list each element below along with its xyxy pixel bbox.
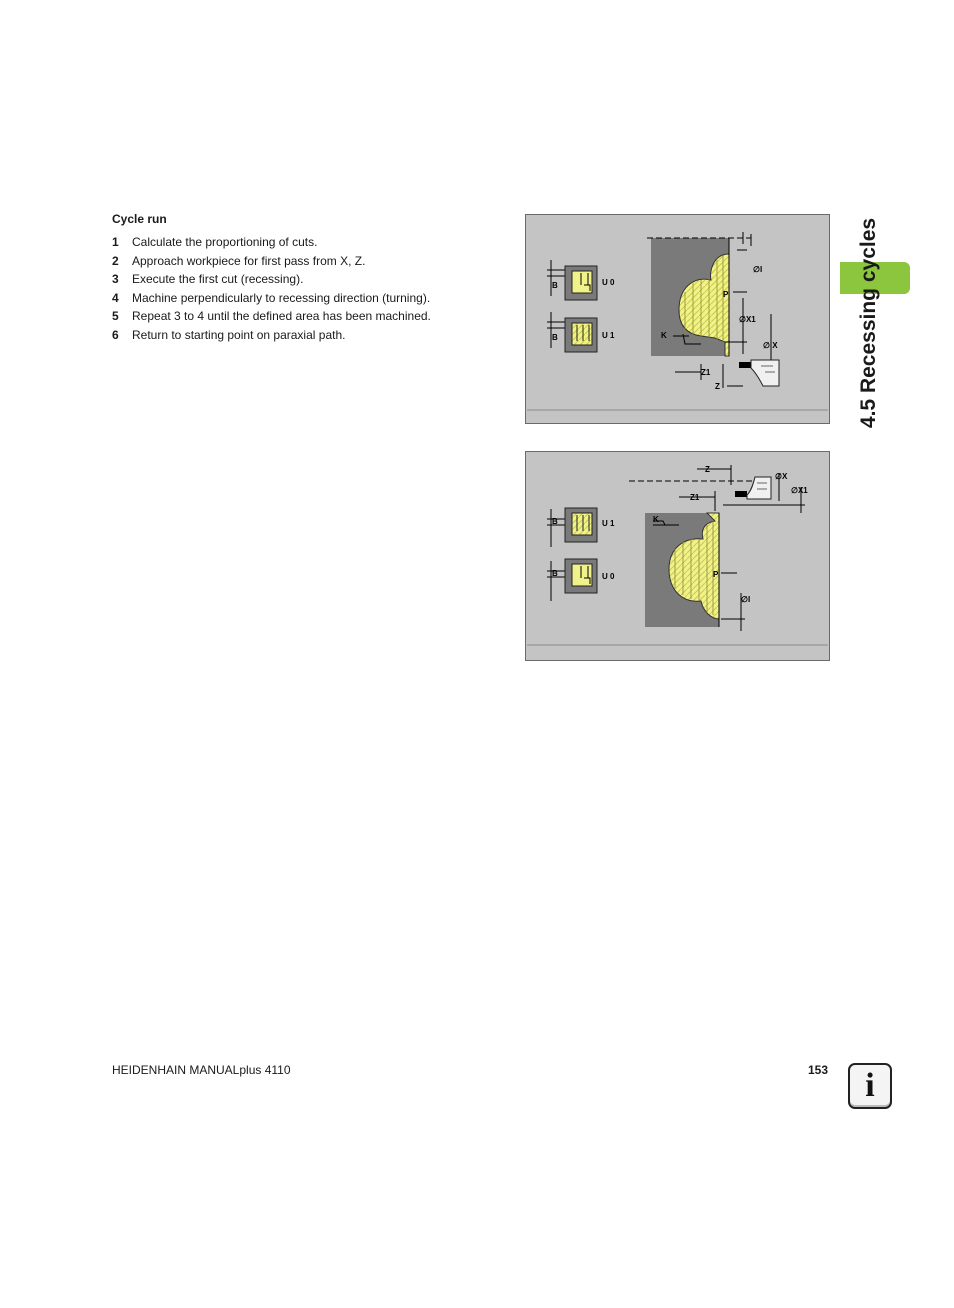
workpiece-section (645, 513, 719, 627)
label-u0: U 0 (602, 572, 615, 581)
step-number: 5 (112, 309, 119, 324)
label-u1: U 1 (602, 519, 615, 528)
recessing-diagram-2 (525, 451, 830, 661)
step-number: 6 (112, 327, 119, 342)
footer-manual-name: HEIDENHAIN MANUALplus 4110 (112, 1063, 291, 1077)
step-text: Approach workpiece for first pass from X, Z. (132, 253, 366, 268)
step-number: 2 (112, 253, 119, 268)
step-number: 1 (112, 235, 119, 249)
label-z: Z (715, 382, 720, 391)
step-text: Execute the first cut (recessing). (132, 272, 304, 287)
label-b: B (552, 333, 558, 342)
label-u1: U 1 (602, 331, 615, 340)
label-b: B (552, 517, 558, 526)
step-number: 4 (112, 290, 119, 305)
step-number: 3 (112, 272, 119, 287)
label-z1: Z1 (701, 368, 711, 377)
label-b: B (552, 281, 558, 290)
recessing-diagram-1 (525, 214, 830, 424)
label-z: Z (705, 465, 710, 474)
step-text: Return to starting point on paraxial path. (132, 327, 346, 342)
chapter-title-text: 4.5 Recessing cycles (857, 217, 880, 429)
label-u0: U 0 (602, 278, 615, 287)
label-z1: Z1 (690, 493, 700, 502)
label-dia-x1: ∅X1 (791, 486, 808, 495)
step-text: Machine perpendicularly to recessing direction (turning). (132, 290, 431, 305)
label-dia-x: ∅ X (763, 341, 778, 350)
label-k: K (661, 331, 667, 340)
page-number: 153 (808, 1063, 829, 1077)
section-title: Cycle run (112, 212, 167, 226)
label-dia-x1: ∅X1 (739, 315, 756, 324)
label-dia-x: ∅X (775, 472, 788, 481)
info-icon: i (848, 1063, 892, 1109)
label-p: P (723, 290, 729, 299)
label-dia-i: ∅I (753, 265, 763, 274)
step-text: Calculate the proportioning of cuts. (132, 235, 318, 249)
label-p: P (713, 570, 719, 579)
label-dia-i: ∅I (741, 595, 751, 604)
label-k: K (653, 515, 659, 524)
label-b: B (552, 569, 558, 578)
step-text: Repeat 3 to 4 until the defined area has been machined. (132, 309, 431, 324)
